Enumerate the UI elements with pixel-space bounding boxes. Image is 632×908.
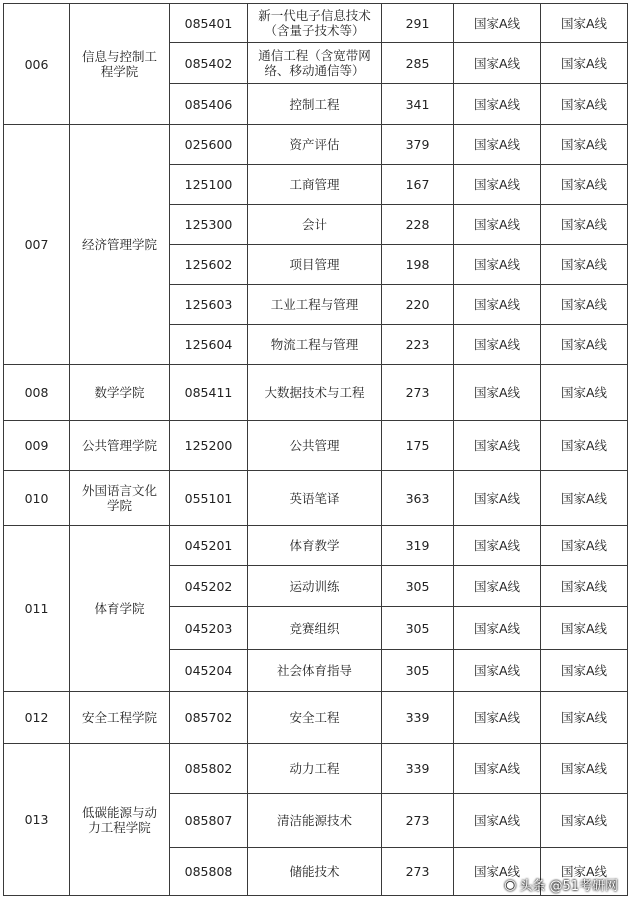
- score-cell: 291: [382, 4, 454, 43]
- toutiao-logo-icon: ◉: [504, 876, 517, 893]
- line-b-cell: 国家A线: [541, 205, 628, 245]
- line-b-cell: 国家A线: [541, 365, 628, 421]
- line-b-cell: 国家A线: [541, 650, 628, 692]
- score-cell: 305: [382, 650, 454, 692]
- college-code-cell: 006: [4, 4, 70, 125]
- major-code-cell: 125603: [170, 285, 248, 325]
- score-cell: 228: [382, 205, 454, 245]
- score-cell: 175: [382, 421, 454, 471]
- college-code-cell: 012: [4, 692, 70, 744]
- major-name-cell: 运动训练: [248, 566, 382, 607]
- college-code-cell: 010: [4, 471, 70, 526]
- college-name-cell: 低碳能源与动力工程学院: [70, 744, 170, 896]
- score-cell: 220: [382, 285, 454, 325]
- table-row: [4, 4, 628, 43]
- line-b-cell: 国家A线: [541, 744, 628, 794]
- line-b-cell: 国家A线: [541, 607, 628, 650]
- line-b-cell: 国家A线: [541, 526, 628, 566]
- college-name-cell: 数学学院: [70, 365, 170, 421]
- line-b-cell: 国家A线: [541, 245, 628, 285]
- line-b-cell: 国家A线: [541, 471, 628, 526]
- line-a-cell: 国家A线: [454, 421, 541, 471]
- major-name-cell: 储能技术: [248, 848, 382, 896]
- major-code-cell: 025600: [170, 125, 248, 165]
- score-cell: 305: [382, 607, 454, 650]
- line-a-cell: 国家A线: [454, 43, 541, 84]
- major-name-cell: 清洁能源技术: [248, 794, 382, 848]
- major-code-cell: 085411: [170, 365, 248, 421]
- score-cell: 198: [382, 245, 454, 285]
- college-name-cell: 信息与控制工程学院: [70, 4, 170, 125]
- major-name-cell: 竞赛组织: [248, 607, 382, 650]
- line-a-cell: 国家A线: [454, 650, 541, 692]
- major-code-cell: 045202: [170, 566, 248, 607]
- table-row: [4, 125, 628, 165]
- major-code-cell: 085401: [170, 4, 248, 43]
- major-name-cell: 动力工程: [248, 744, 382, 794]
- line-a-cell: 国家A线: [454, 607, 541, 650]
- major-code-cell: 085702: [170, 692, 248, 744]
- major-name-cell: 社会体育指导: [248, 650, 382, 692]
- line-a-cell: 国家A线: [454, 84, 541, 125]
- line-b-cell: 国家A线: [541, 285, 628, 325]
- line-b-cell: 国家A线: [541, 165, 628, 205]
- college-name-cell: 外国语言文化学院: [70, 471, 170, 526]
- line-b-cell: 国家A线: [541, 4, 628, 43]
- line-b-cell: 国家A线: [541, 43, 628, 84]
- line-a-cell: 国家A线: [454, 245, 541, 285]
- admission-score-table: [3, 3, 628, 896]
- score-cell: 339: [382, 692, 454, 744]
- college-code-cell: 007: [4, 125, 70, 365]
- line-a-cell: 国家A线: [454, 526, 541, 566]
- line-b-cell: 国家A线: [541, 794, 628, 848]
- major-code-cell: 125602: [170, 245, 248, 285]
- line-a-cell: 国家A线: [454, 365, 541, 421]
- college-code-cell: 013: [4, 744, 70, 896]
- watermark-text: 头条 @51考研网: [519, 879, 618, 894]
- major-name-cell: 会计: [248, 205, 382, 245]
- score-cell: 319: [382, 526, 454, 566]
- major-name-cell: 安全工程: [248, 692, 382, 744]
- line-a-cell: 国家A线: [454, 285, 541, 325]
- score-cell: 167: [382, 165, 454, 205]
- table-row: [4, 744, 628, 794]
- line-b-cell: 国家A线: [541, 692, 628, 744]
- major-code-cell: 125200: [170, 421, 248, 471]
- line-b-cell: 国家A线: [541, 325, 628, 365]
- major-name-cell: 新一代电子信息技术（含量子技术等）: [248, 4, 382, 43]
- major-name-cell: 工商管理: [248, 165, 382, 205]
- score-cell: 273: [382, 365, 454, 421]
- college-name-cell: 经济管理学院: [70, 125, 170, 365]
- score-cell: 363: [382, 471, 454, 526]
- college-code-cell: 011: [4, 526, 70, 692]
- college-code-cell: 009: [4, 421, 70, 471]
- score-cell: 285: [382, 43, 454, 84]
- major-name-cell: 资产评估: [248, 125, 382, 165]
- college-name-cell: 安全工程学院: [70, 692, 170, 744]
- line-a-cell: 国家A线: [454, 566, 541, 607]
- line-a-cell: 国家A线: [454, 471, 541, 526]
- line-b-cell: 国家A线: [541, 84, 628, 125]
- major-code-cell: 045201: [170, 526, 248, 566]
- line-a-cell: 国家A线: [454, 794, 541, 848]
- table-row: [4, 421, 628, 471]
- college-name-cell: 体育学院: [70, 526, 170, 692]
- score-cell: 379: [382, 125, 454, 165]
- major-name-cell: 公共管理: [248, 421, 382, 471]
- line-a-cell: 国家A线: [454, 4, 541, 43]
- major-code-cell: 085406: [170, 84, 248, 125]
- score-cell: 305: [382, 566, 454, 607]
- line-a-cell: 国家A线: [454, 165, 541, 205]
- line-a-cell: 国家A线: [454, 848, 541, 896]
- major-code-cell: 045204: [170, 650, 248, 692]
- major-code-cell: 125100: [170, 165, 248, 205]
- major-name-cell: 物流工程与管理: [248, 325, 382, 365]
- college-name-cell: 公共管理学院: [70, 421, 170, 471]
- college-code-cell: 008: [4, 365, 70, 421]
- table-row: [4, 526, 628, 566]
- major-name-cell: 通信工程（含宽带网络、移动通信等）: [248, 43, 382, 84]
- table-row: [4, 692, 628, 744]
- line-b-cell: 国家A线: [541, 125, 628, 165]
- score-cell: 273: [382, 794, 454, 848]
- score-cell: 339: [382, 744, 454, 794]
- line-a-cell: 国家A线: [454, 205, 541, 245]
- line-b-cell: 国家A线: [541, 421, 628, 471]
- watermark: [504, 875, 618, 894]
- major-code-cell: 045203: [170, 607, 248, 650]
- major-code-cell: 055101: [170, 471, 248, 526]
- line-a-cell: 国家A线: [454, 325, 541, 365]
- major-code-cell: 125604: [170, 325, 248, 365]
- score-cell: 341: [382, 84, 454, 125]
- table-body: [4, 4, 628, 896]
- major-code-cell: 085808: [170, 848, 248, 896]
- major-name-cell: 控制工程: [248, 84, 382, 125]
- major-name-cell: 大数据技术与工程: [248, 365, 382, 421]
- line-b-cell: 国家A线: [541, 566, 628, 607]
- line-a-cell: 国家A线: [454, 692, 541, 744]
- major-code-cell: 085802: [170, 744, 248, 794]
- major-name-cell: 项目管理: [248, 245, 382, 285]
- major-name-cell: 体育教学: [248, 526, 382, 566]
- table-row: [4, 365, 628, 421]
- table-row: [4, 471, 628, 526]
- major-name-cell: 工业工程与管理: [248, 285, 382, 325]
- line-a-cell: 国家A线: [454, 744, 541, 794]
- major-name-cell: 英语笔译: [248, 471, 382, 526]
- major-code-cell: 085402: [170, 43, 248, 84]
- line-a-cell: 国家A线: [454, 125, 541, 165]
- score-cell: 273: [382, 848, 454, 896]
- major-code-cell: 125300: [170, 205, 248, 245]
- line-b-cell: 国家A线: [541, 848, 628, 896]
- major-code-cell: 085807: [170, 794, 248, 848]
- score-cell: 223: [382, 325, 454, 365]
